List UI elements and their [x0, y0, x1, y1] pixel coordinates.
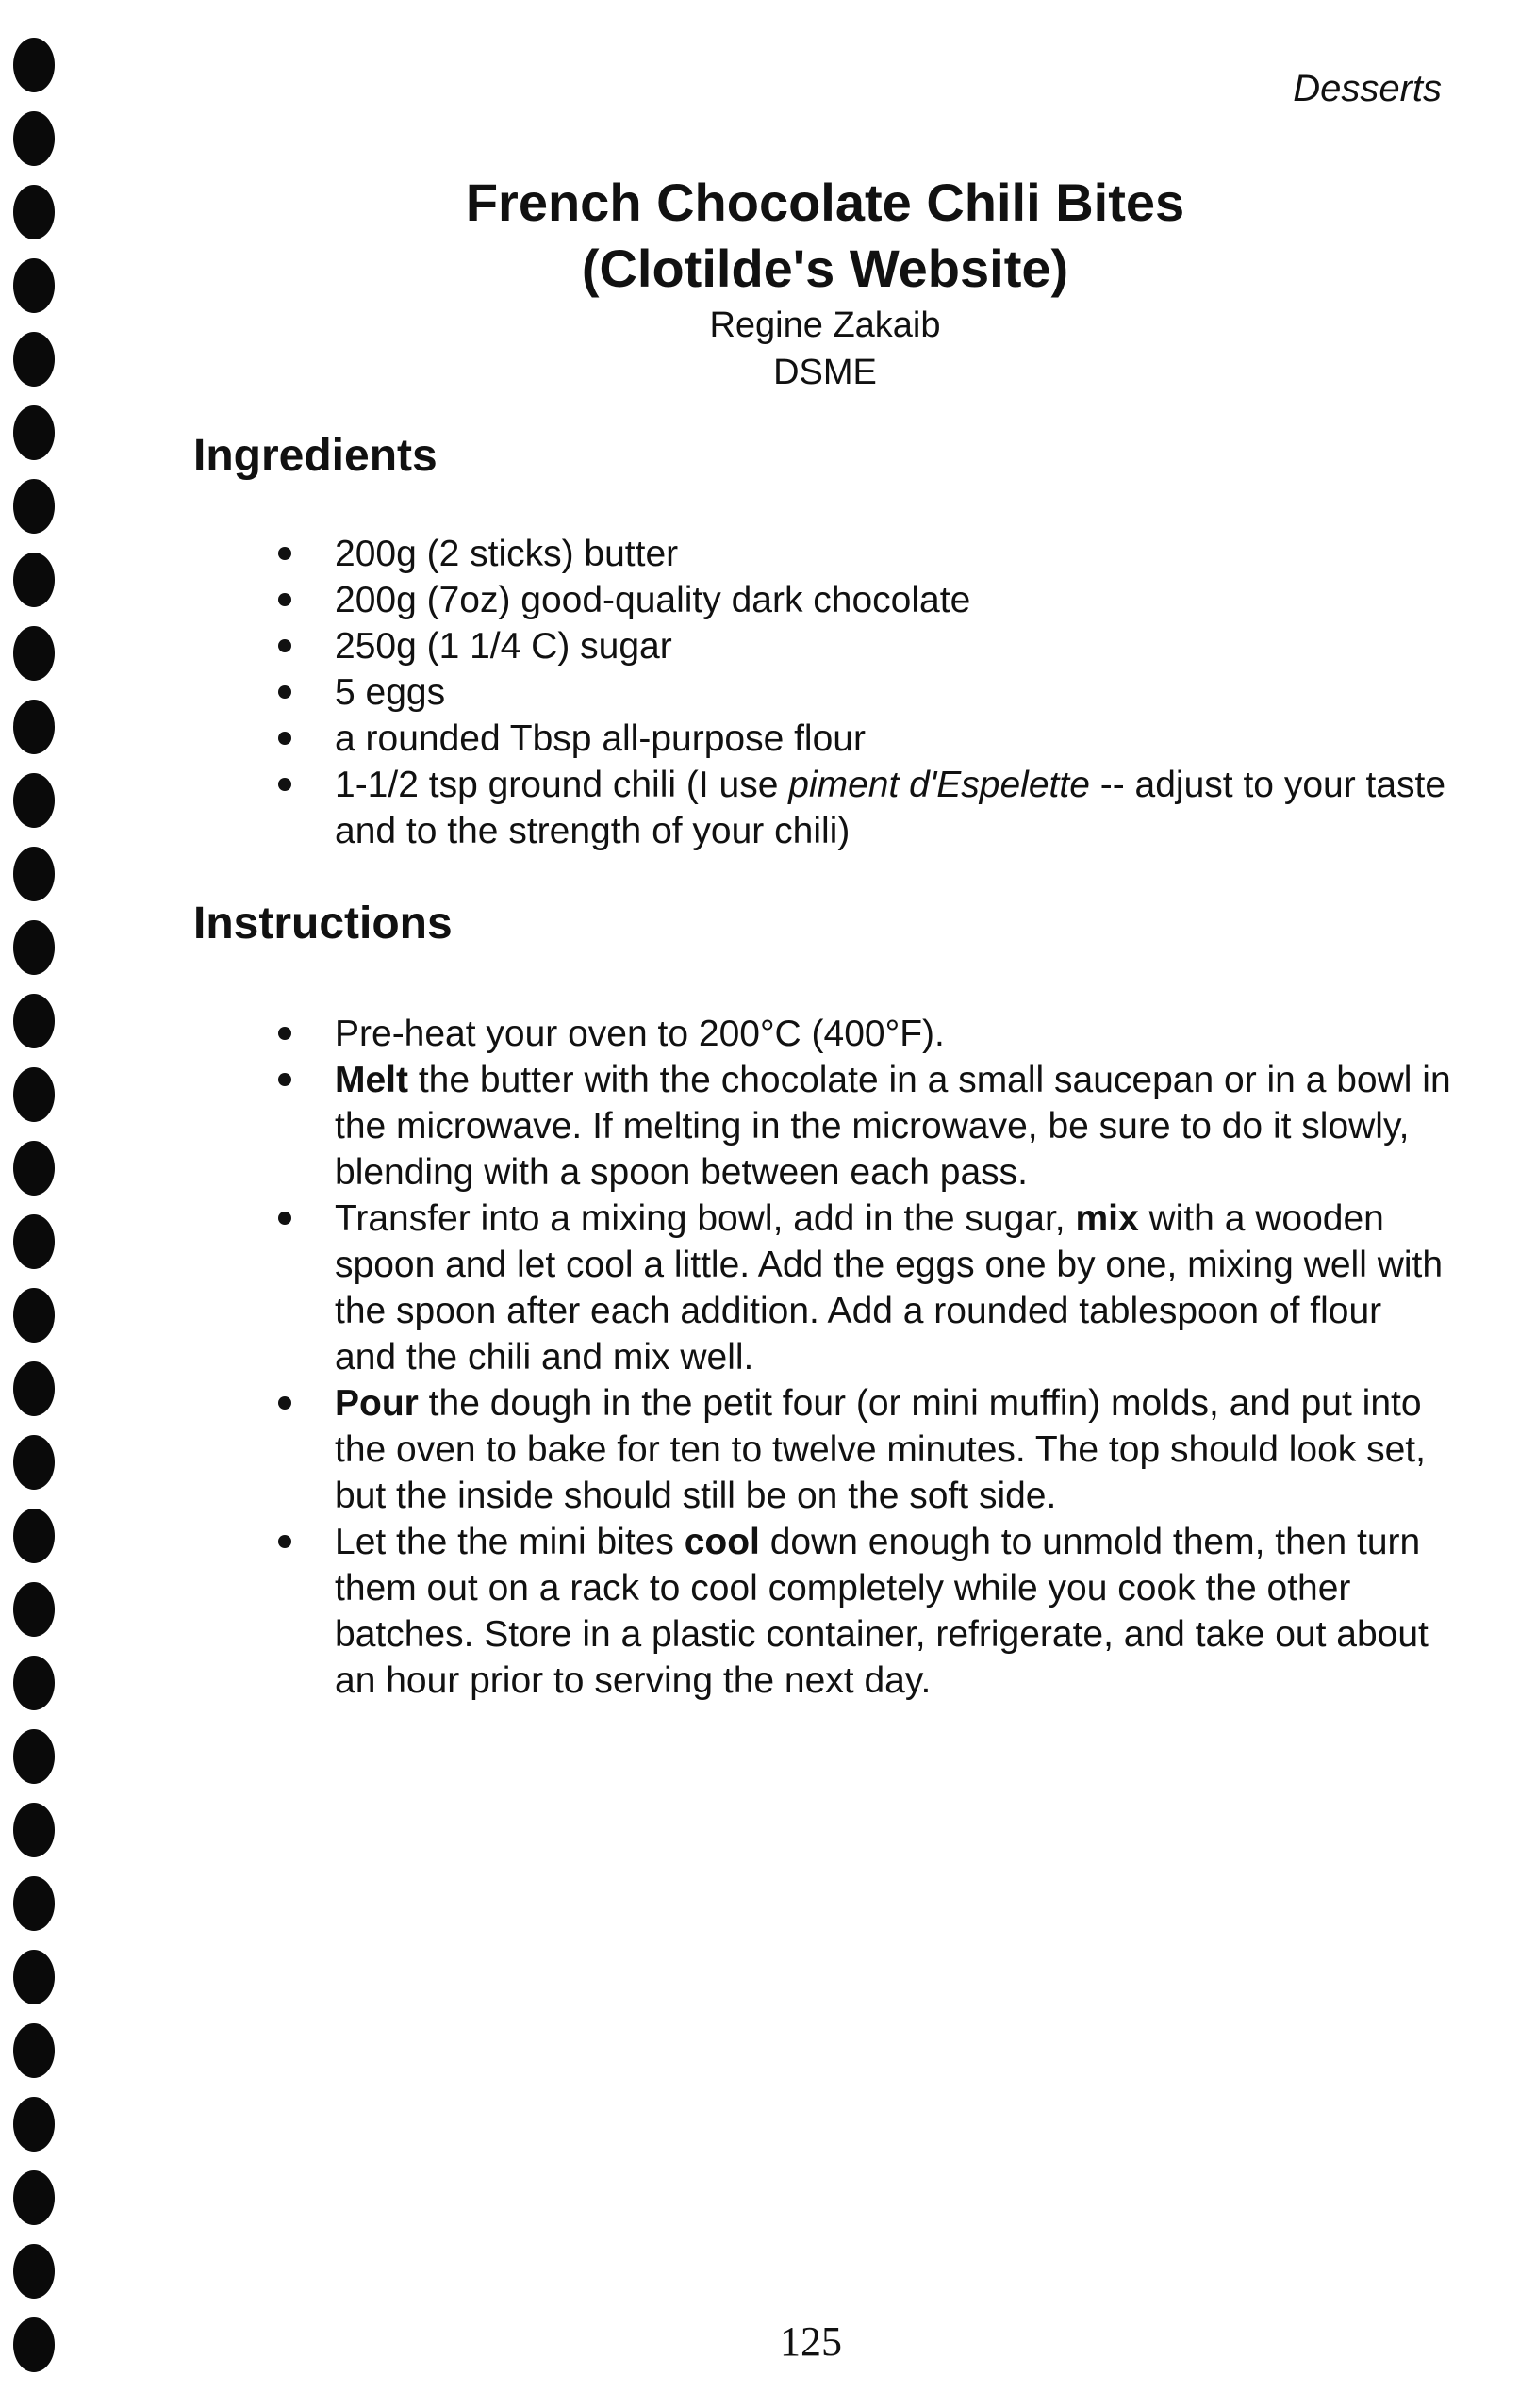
instructions-heading: Instructions: [193, 899, 453, 948]
list-item: [264, 1057, 1452, 1196]
step-text: Pre-heat your oven to 200°C (400°F).: [335, 1014, 945, 1054]
binding-hole-icon: [13, 994, 55, 1048]
binding-hole-icon: [13, 185, 55, 239]
list-item: [264, 577, 1452, 623]
binding-hole-icon: [13, 38, 55, 92]
binding-hole-icon: [13, 847, 55, 901]
list-item: [264, 1380, 1452, 1519]
binding-hole-icon: [13, 1582, 55, 1637]
bullet-icon: [278, 1396, 291, 1410]
binding-hole-icon: [13, 553, 55, 607]
step-bold-text: mix: [1075, 1198, 1139, 1239]
binding-hole-icon: [13, 258, 55, 313]
binding-hole-icon: [13, 405, 55, 460]
list-item: [264, 1011, 1452, 1057]
list-item: [264, 623, 1452, 669]
binding-hole-icon: [13, 1803, 55, 1857]
ingredient-text: 1-1/2 tsp ground chili (I use: [335, 765, 789, 805]
binding-hole-icon: [13, 1067, 55, 1122]
step-bold-text: cool: [684, 1522, 760, 1562]
binding-hole-icon: [13, 2023, 55, 2078]
binding-hole-icon: [13, 2097, 55, 2152]
binding-hole-icon: [13, 479, 55, 534]
step-text: Transfer into a mixing bowl, add in the sugar,: [335, 1198, 1076, 1239]
bullet-icon: [278, 593, 291, 606]
bullet-icon: [278, 685, 291, 699]
binding-hole-icon: [13, 1361, 55, 1416]
ingredients-heading: Ingredients: [193, 431, 438, 481]
binding-hole-icon: [13, 1656, 55, 1710]
binding-hole-icon: [13, 1214, 55, 1269]
binding-hole-icon: [13, 1509, 55, 1563]
step-text: Let the the mini bites: [335, 1522, 685, 1562]
page-number: 125: [780, 2318, 842, 2365]
binding-hole-icon: [13, 1288, 55, 1343]
binding-hole-icon: [13, 626, 55, 681]
instructions-list: [264, 1011, 1452, 1704]
binding-hole-icon: [13, 1876, 55, 1931]
binding-hole-icon: [13, 111, 55, 166]
ingredient-text: -- adjust to your taste and to the strength of your chili): [335, 765, 1446, 851]
ingredients-list: [264, 531, 1452, 854]
step-bold-text: Melt: [335, 1060, 408, 1100]
recipe-author: Regine Zakaib: [709, 305, 941, 345]
ingredient-text: 200g (2 sticks) butter: [335, 534, 679, 574]
binding-holes: [13, 38, 57, 2395]
binding-hole-icon: [13, 700, 55, 754]
list-item: [264, 1519, 1452, 1704]
bullet-icon: [278, 1535, 291, 1548]
step-bold-text: Pour: [335, 1383, 419, 1424]
ingredient-italic-text: piment d'Espelette: [788, 765, 1090, 805]
list-item: [264, 669, 1452, 716]
binding-hole-icon: [13, 2244, 55, 2299]
binding-hole-icon: [13, 773, 55, 828]
section-label: Desserts: [1293, 68, 1442, 109]
binding-hole-icon: [13, 1435, 55, 1490]
ingredient-text: 5 eggs: [335, 672, 446, 713]
step-text: with a wooden spoon and let cool a little. Add the eggs one by one, mixing well with the spoon after each addition. Add a rounded tablespoon of flour and the chili and mix well.: [335, 1198, 1444, 1377]
ingredient-text: 200g (7oz) good-quality dark chocolate: [335, 580, 971, 620]
ingredient-text: a rounded Tbsp all-purpose flour: [335, 718, 866, 759]
bullet-icon: [278, 732, 291, 745]
list-item: [264, 1196, 1452, 1380]
recipe-title: French Chocolate Chili Bites: [465, 173, 1185, 232]
binding-hole-icon: [13, 1950, 55, 2004]
recipe-source: (Clotilde's Website): [581, 239, 1069, 298]
step-text: down enough to unmold them, then turn them out on a rack to cool completely while you cook the other batches. Store in a plastic container, refrigerate, and take out about an hour prior to serving the next day.: [335, 1522, 1429, 1701]
step-text: the dough in the petit four (or mini muffin) molds, and put into the oven to bake for ten to twelve minutes. The top should look set, but the inside should still be on the soft side.: [335, 1383, 1426, 1516]
list-item: [264, 762, 1452, 854]
step-text: the butter with the chocolate in a small saucepan or in a bowl in the microwave. If melting in the microwave, be sure to do it slowly, blending with a spoon between each pass.: [335, 1060, 1451, 1193]
recipe-organization: DSME: [773, 353, 877, 392]
bullet-icon: [278, 1212, 291, 1225]
binding-hole-icon: [13, 920, 55, 975]
bullet-icon: [278, 639, 291, 652]
ingredient-text: 250g (1 1/4 C) sugar: [335, 626, 672, 667]
bullet-icon: [278, 1027, 291, 1040]
binding-hole-icon: [13, 2170, 55, 2225]
list-item: [264, 716, 1452, 762]
bullet-icon: [278, 778, 291, 791]
binding-hole-icon: [13, 332, 55, 387]
bullet-icon: [278, 547, 291, 560]
binding-hole-icon: [13, 1729, 55, 1784]
list-item: [264, 531, 1452, 577]
recipe-header: [358, 170, 1292, 396]
binding-hole-icon: [13, 1141, 55, 1196]
bullet-icon: [278, 1073, 291, 1086]
